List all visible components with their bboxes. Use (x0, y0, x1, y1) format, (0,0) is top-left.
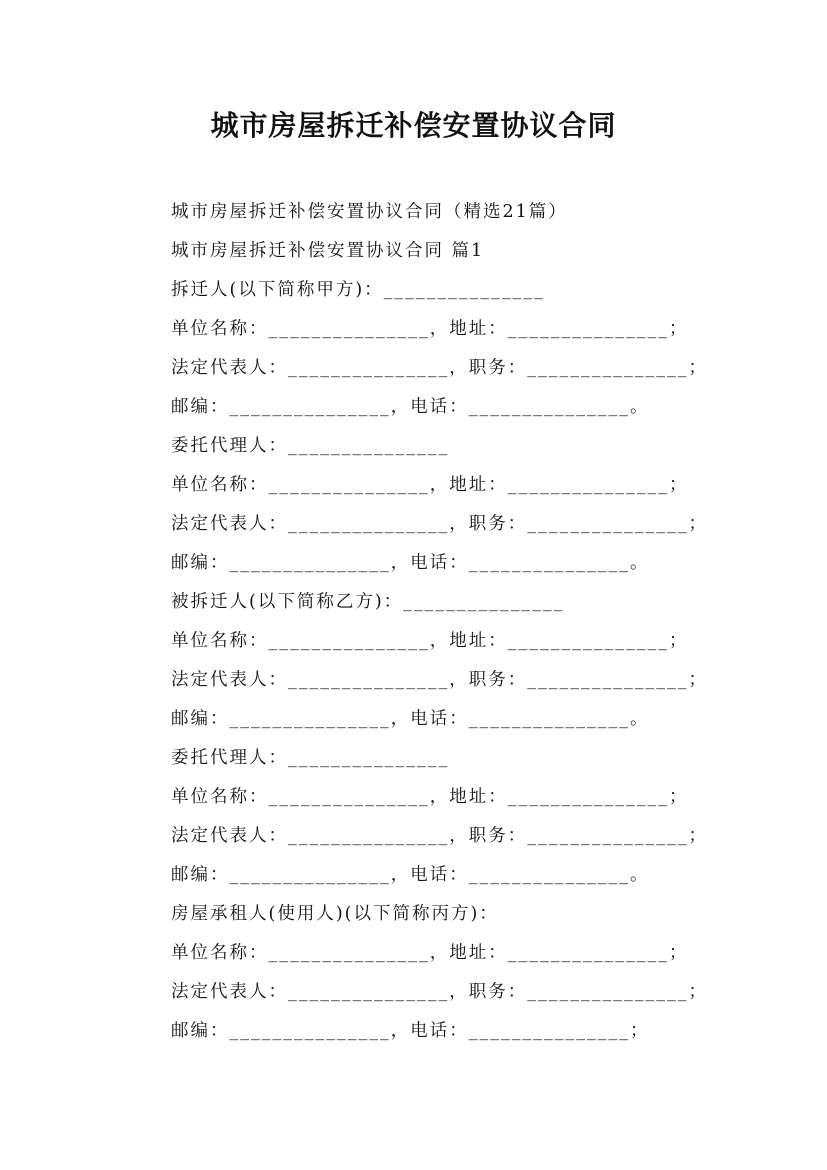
party-a-agent-representative-line: 法定代表人：_______________，职务：_______________； (171, 514, 708, 534)
subtitle-line: 城市房屋拆迁补偿安置协议合同（精选21篇） (171, 202, 568, 222)
party-a-representative-line: 法定代表人：_______________，职务：_______________； (171, 358, 708, 378)
party-b-agent-line: 委托代理人：_______________ (171, 748, 450, 768)
party-a-agent-unit-line: 单位名称：_______________，地址：_______________； (171, 475, 689, 495)
section-heading: 城市房屋拆迁补偿安置协议合同 篇1 (171, 241, 485, 261)
party-c-contact-line: 邮编：_______________，电话：_______________； (171, 1021, 650, 1041)
party-a-agent-line: 委托代理人：_______________ (171, 436, 450, 456)
document-body (171, 193, 791, 1051)
party-b-agent-unit-line: 单位名称：_______________，地址：_______________； (171, 787, 689, 807)
document-title: 城市房屋拆迁补偿安置协议合同 (210, 109, 617, 142)
party-b-contact-line: 邮编：_______________，电话：_______________。 (171, 709, 650, 729)
party-c-unit-line: 单位名称：_______________，地址：_______________； (171, 943, 689, 963)
party-c-line: 房屋承租人(使用人)(以下简称丙方)： (171, 904, 499, 924)
party-b-line: 被拆迁人(以下简称乙方)：_______________ (171, 592, 565, 612)
party-b-unit-line: 单位名称：_______________，地址：_______________； (171, 631, 689, 651)
party-a-contact-line: 邮编：_______________，电话：_______________。 (171, 397, 650, 417)
party-a-line: 拆迁人(以下简称甲方)：_______________ (171, 280, 545, 300)
party-a-agent-contact-line: 邮编：_______________，电话：_______________。 (171, 553, 650, 573)
party-c-representative-line: 法定代表人：_______________，职务：_______________； (171, 982, 708, 1002)
party-b-agent-representative-line: 法定代表人：_______________，职务：_______________； (171, 826, 708, 846)
party-a-unit-line: 单位名称：_______________，地址：_______________； (171, 319, 689, 339)
party-b-representative-line: 法定代表人：_______________，职务：_______________； (171, 670, 708, 690)
party-b-agent-contact-line: 邮编：_______________，电话：_______________。 (171, 865, 650, 885)
